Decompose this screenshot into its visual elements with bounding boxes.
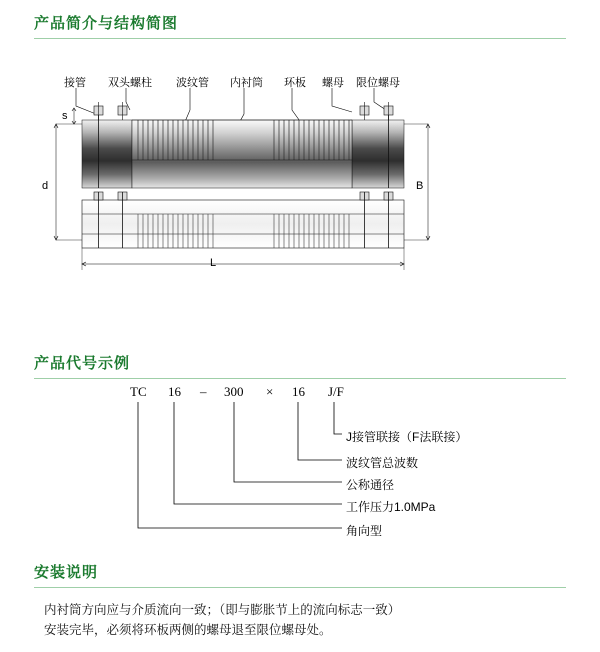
code-desc-pressure: 工作压力1.0MPa — [346, 500, 436, 514]
structure-diagram — [34, 62, 566, 292]
callout-label-jieguan: 接管 — [64, 77, 86, 89]
code-token-times: × — [266, 384, 274, 399]
section-code-header — [34, 352, 566, 379]
install-line-2: 安装完毕，必须将环板两侧的螺母退至限位螺母处。 — [44, 623, 332, 637]
dim-label-s: s — [62, 110, 68, 122]
dim-label-d: d — [42, 180, 49, 192]
section-intro-header — [34, 12, 566, 39]
section-code-rule — [34, 378, 566, 379]
code-desc-joint: J接管联接（F法联接） — [346, 430, 468, 444]
section-install-rule — [34, 587, 566, 588]
code-desc-waves: 波纹管总波数 — [346, 456, 419, 470]
code-token-joint: J/F — [328, 384, 344, 399]
product-code-diagram — [34, 380, 566, 550]
install-instructions — [44, 600, 564, 640]
section-intro-rule — [34, 38, 566, 39]
section-intro-title: 产品简介与结构简图 — [34, 15, 179, 32]
section-code-title: 产品代号示例 — [34, 355, 131, 372]
product-code-leader-lines — [34, 380, 566, 550]
code-desc-diameter: 公称通径 — [346, 478, 395, 492]
code-token-waves: 16 — [292, 384, 305, 399]
structure-diagram-svg — [34, 62, 566, 292]
dim-label-L: L — [210, 257, 217, 269]
callout-label-shuangtou: 双头螺柱 — [108, 77, 152, 89]
callout-label-luomu: 螺母 — [322, 77, 344, 89]
install-line-1: 内衬筒方向应与介质流向一致；（即与膨胀节上的流向标志一致） — [44, 603, 401, 617]
section-install-header — [34, 561, 566, 588]
section-install-title: 安装说明 — [34, 564, 99, 581]
code-token-pressure: 16 — [168, 384, 181, 399]
callout-label-bowenguan: 波纹管 — [176, 77, 209, 89]
callout-label-huanban: 环板 — [284, 77, 306, 89]
code-token-series: TC — [130, 384, 147, 399]
callout-label-xianweiluomu: 限位螺母 — [356, 77, 400, 89]
callout-label-neichentong: 内衬筒 — [230, 77, 263, 89]
code-desc-type: 角向型 — [346, 524, 383, 538]
code-token-dash: – — [200, 384, 207, 399]
dim-label-B: B — [416, 180, 424, 192]
code-token-diameter: 300 — [224, 384, 244, 399]
